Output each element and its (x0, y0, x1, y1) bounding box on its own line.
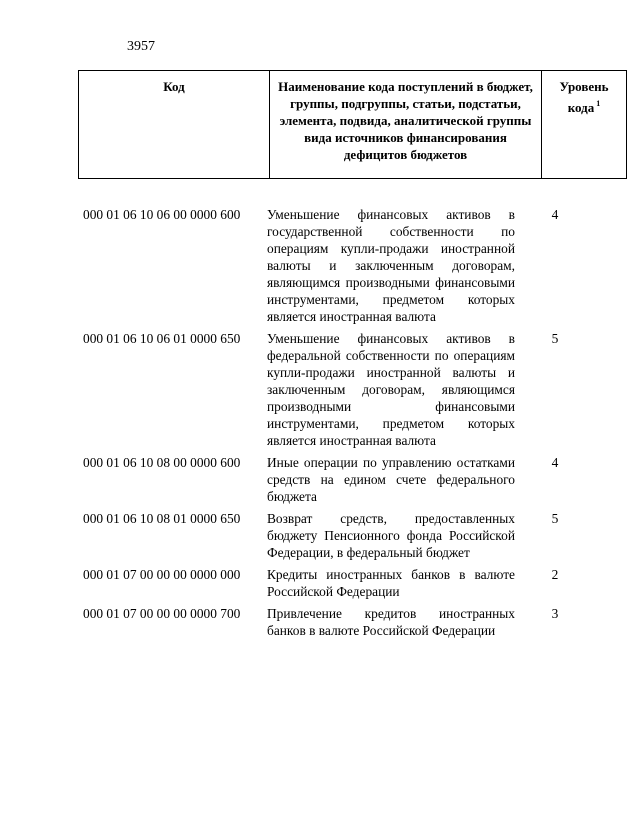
row-level: 5 (551, 511, 559, 526)
header-name: Наименование кода поступлений в бюджет, группы, подгруппы, статьи, подстатьи, элемента, подвида, аналитической группы вида источников финансирования дефицитов бюджетов (270, 71, 542, 179)
row-code: 000 01 06 10 08 01 0000 650 (83, 511, 241, 526)
table-body (78, 206, 595, 644)
row-code: 000 01 07 00 00 00 0000 700 (83, 606, 241, 621)
table-row (78, 330, 595, 449)
page-number: 3957 (127, 39, 155, 54)
row-level: 5 (551, 331, 559, 346)
table-row (78, 605, 595, 639)
row-name: Возврат средств, предоставленных бюджету Пенсионного фонда Российской Федерации, в федеральный бюджет (267, 511, 515, 560)
table-row (78, 510, 595, 561)
footnote-marker: 1 (596, 99, 601, 108)
table-header (78, 70, 627, 179)
header-level (542, 71, 627, 179)
row-name: Иные операции по управлению остатками средств на едином счете федерального бюджета (267, 455, 515, 504)
row-code: 000 01 06 10 08 00 0000 600 (83, 455, 241, 470)
row-level: 4 (551, 207, 559, 222)
header-code: Код (79, 71, 270, 179)
row-level: 2 (551, 567, 559, 582)
row-level: 4 (551, 455, 559, 470)
row-code: 000 01 06 10 06 01 0000 650 (83, 331, 241, 346)
row-code: 000 01 06 10 06 00 0000 600 (83, 207, 241, 222)
table-row (78, 566, 595, 600)
row-name: Привлечение кредитов иностранных банков в валюте Российской Федерации (267, 606, 515, 638)
row-name: Уменьшение финансовых активов в федеральной собственности по операциям купли-продажи иностранной валюты и заключенным договорам, являющимся производными финансовыми инструментами, предметом которых является иностранная валюта (267, 331, 515, 448)
row-code: 000 01 07 00 00 00 0000 000 (83, 567, 241, 582)
row-level: 3 (551, 606, 559, 621)
header-level-label: Уровень кода (559, 79, 609, 115)
row-name: Кредиты иностранных банков в валюте Российской Федерации (267, 567, 515, 599)
table-row (78, 206, 595, 325)
row-name: Уменьшение финансовых активов в государственной собственности по операциям купли-продажи иностранной валюты и заключенным договорам, являющимся производными финансовыми инструментами, предметом которых является иностранная валюта (267, 207, 515, 324)
table-row (78, 454, 595, 505)
